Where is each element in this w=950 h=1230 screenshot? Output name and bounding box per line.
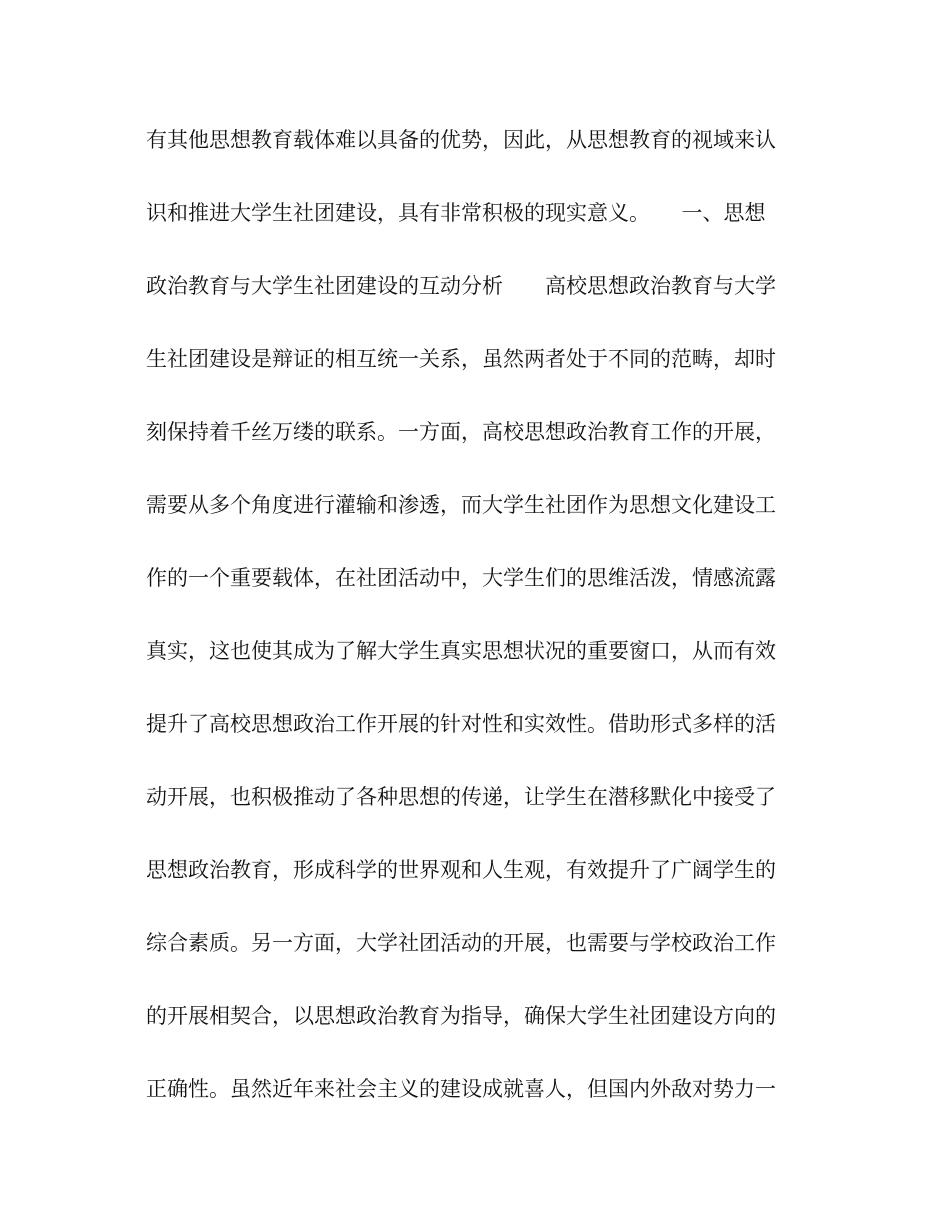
text-line-10: 动开展，也积极推动了各种思想的传递，让学生在潜移默化中接受了 [146, 785, 776, 809]
text-line-5: 刻保持着千丝万缕的联系。一方面，高校思想政治教育工作的开展， [146, 420, 776, 444]
text-line-11: 思想政治教育，形成科学的世界观和人生观，有效提升了广阔学生的 [146, 858, 776, 882]
text-line-9: 提升了高校思想政治工作开展的针对性和实效性。借助形式多样的活 [146, 712, 776, 736]
text-line-3: 政治教育与大学生社团建设的互动分析 高校思想政治教育与大学 [146, 274, 776, 298]
text-line-13: 的开展相契合，以思想政治教育为指导，确保大学生社团建设方向的 [146, 1004, 776, 1028]
text-line-7: 作的一个重要载体，在社团活动中，大学生们的思维活泼，情感流露 [146, 566, 776, 590]
text-line-2: 识和推进大学生社团建设，具有非常积极的现实意义。 一、思想 [146, 201, 766, 225]
body-text [146, 118, 806, 1140]
text-line-14: 正确性。虽然近年来社会主义的建设成就喜人，但国内外敌对势力一 [146, 1077, 776, 1101]
text-line-12: 综合素质。另一方面，大学社团活动的开展，也需要与学校政治工作 [146, 931, 776, 955]
text-line-6: 需要从多个角度进行灌输和渗透，而大学生社团作为思想文化建设工 [146, 493, 776, 517]
text-line-1: 有其他思想教育载体难以具备的优势，因此，从思想教育的视域来认 [146, 128, 776, 152]
text-line-4: 生社团建设是辩证的相互统一关系，虽然两者处于不同的范畴，却时 [146, 347, 776, 371]
text-line-8: 真实，这也使其成为了解大学生真实思想状况的重要窗口，从而有效 [146, 639, 776, 663]
